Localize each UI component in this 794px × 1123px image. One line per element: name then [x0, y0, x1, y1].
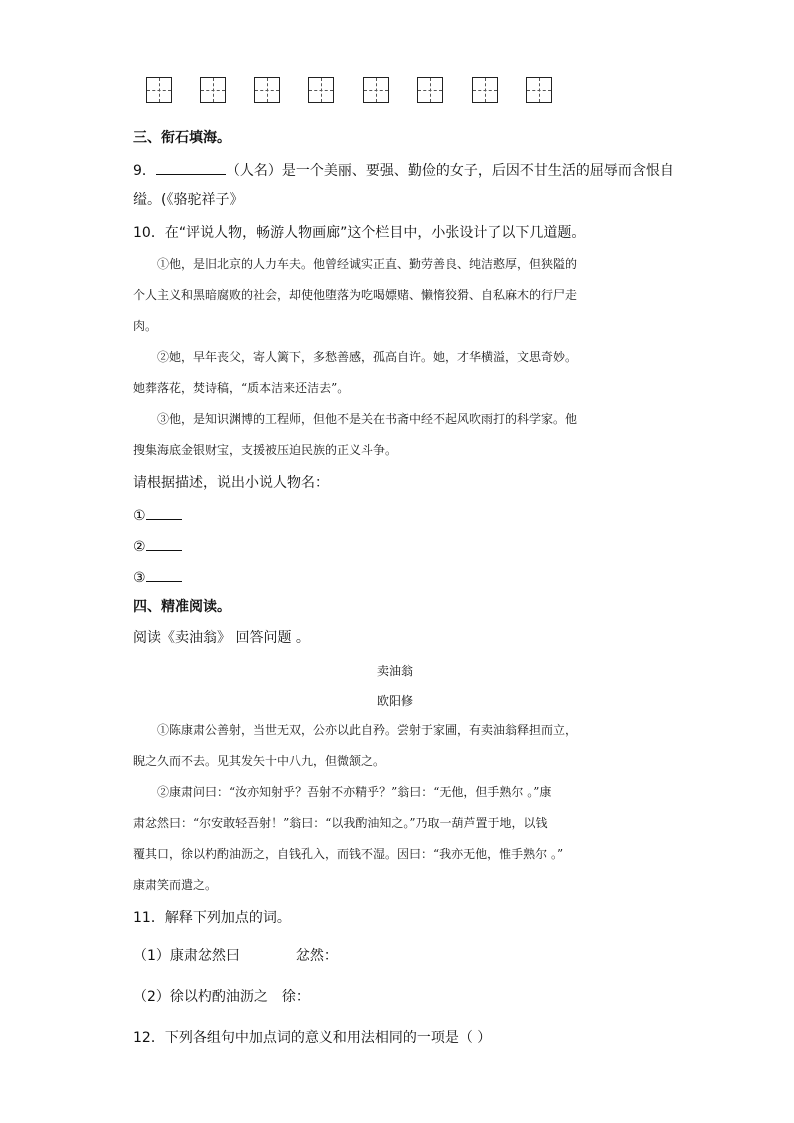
question-9-text: （人名）是一个美丽、要强、勤俭的女子，后因不甘生活的屈辱而含恨自	[225, 163, 674, 179]
answer-line-3	[133, 567, 182, 588]
writing-grid-cell[interactable]	[254, 77, 280, 103]
passage-paragraph-1-line-1: ①陈康肃公善射，当世无双，公亦以此自矜。尝射于家圃，有卖油翁释担而立，	[157, 723, 578, 737]
description-2-line-2: 她葬落花，焚诗稿，“质本洁来还洁去”。	[133, 381, 350, 395]
writing-grid-cell[interactable]	[146, 77, 172, 103]
description-1-line-2: 个人主义和黑暗腐败的社会，却使他堕落为吃喝嫖赌、懒惰狡猾、自私麻木的行尸走	[133, 288, 578, 302]
answer-marker: ①	[133, 508, 146, 524]
question-12: 12．下列各组句中加点词的意义和用法相同的一项是（ ）	[133, 1030, 492, 1046]
question-9	[133, 160, 674, 181]
section-3-heading: 三、衔石填海。	[133, 130, 231, 146]
answer-marker: ③	[133, 570, 146, 586]
passage-title: 卖油翁	[376, 664, 413, 678]
question-11-item-1-term: 忿然：	[295, 948, 338, 964]
writing-grid-cell[interactable]	[472, 77, 498, 103]
passage-paragraph-2-line-2: 肃忿然曰：“尔安敢轻吾射！”翁曰：“以我酌油知之。”乃取一葫芦置于地，以钱	[133, 816, 548, 830]
question-11-item-2-sentence: （2）徐以杓酌油沥之	[133, 989, 268, 1005]
question-11-item-1	[133, 946, 338, 966]
description-3-line-2: 搜集海底金银财宝，支援被压迫民族的正义斗争。	[133, 443, 398, 457]
passage-paragraph-2-line-4: 康肃笑而遣之。	[133, 878, 218, 892]
description-3-line-1: ③他，是知识渊博的工程师，但他不是关在书斋中经不起风吹雨打的科学家。他	[157, 412, 578, 426]
question-11-item-1-sentence: （1）康肃忿然曰	[133, 948, 240, 964]
question-11-item-2-term: 徐：	[281, 989, 310, 1005]
answer-blank-2[interactable]	[146, 536, 182, 551]
description-1-line-3: 肉。	[133, 319, 158, 333]
passage-author: 欧阳修	[376, 694, 413, 708]
answer-line-1	[133, 505, 182, 526]
writing-grid-cell[interactable]	[363, 77, 389, 103]
answer-blank-3[interactable]	[146, 567, 182, 582]
passage-paragraph-2-line-3: 覆其口，徐以杓酌油沥之，自钱孔入，而钱不湿。因曰：“我亦无他，惟手熟尔 。”	[133, 847, 564, 861]
answer-prompt: 请根据描述，说出小说人物名：	[133, 475, 329, 491]
question-11-item-2	[133, 987, 310, 1007]
reading-intro: 阅读《卖油翁》 回答问题 。	[133, 630, 310, 646]
description-1-line-1: ①他，是旧北京的人力车夫。他曾经诚实正直、勤劳善良、纯洁憨厚，但狭隘的	[157, 257, 578, 271]
writing-grid-cell[interactable]	[417, 77, 443, 103]
answer-line-2	[133, 536, 182, 557]
writing-grid-cell[interactable]	[526, 77, 552, 103]
writing-grid-cell[interactable]	[200, 77, 226, 103]
question-9-text-cont: 缢。(《骆驼祥子》	[133, 192, 244, 208]
question-10: 10．在“评说人物，畅游人物画廊”这个栏目中，小张设计了以下几道题。	[133, 225, 586, 241]
question-9-number: 9．	[133, 163, 156, 179]
section-4-heading: 四、精准阅读。	[133, 599, 231, 615]
passage-paragraph-2-line-1: ②康肃问曰：“汝亦知射乎？吾射不亦精乎？”翁曰：“无他，但手熟尔 。”康	[157, 785, 552, 799]
question-11: 11．解释下列加点的词。	[133, 910, 291, 926]
writing-grid-cell[interactable]	[308, 77, 334, 103]
answer-blank-1[interactable]	[146, 505, 182, 520]
answer-marker: ②	[133, 539, 146, 555]
question-9-blank[interactable]	[156, 160, 226, 175]
passage-paragraph-1-line-2: 睨之久而不去。见其发矢十中八九，但微颔之。	[133, 754, 386, 768]
description-2-line-1: ②她，早年丧父，寄人篱下，多愁善感，孤高自许。她，才华横溢，文思奇妙。	[157, 350, 578, 364]
